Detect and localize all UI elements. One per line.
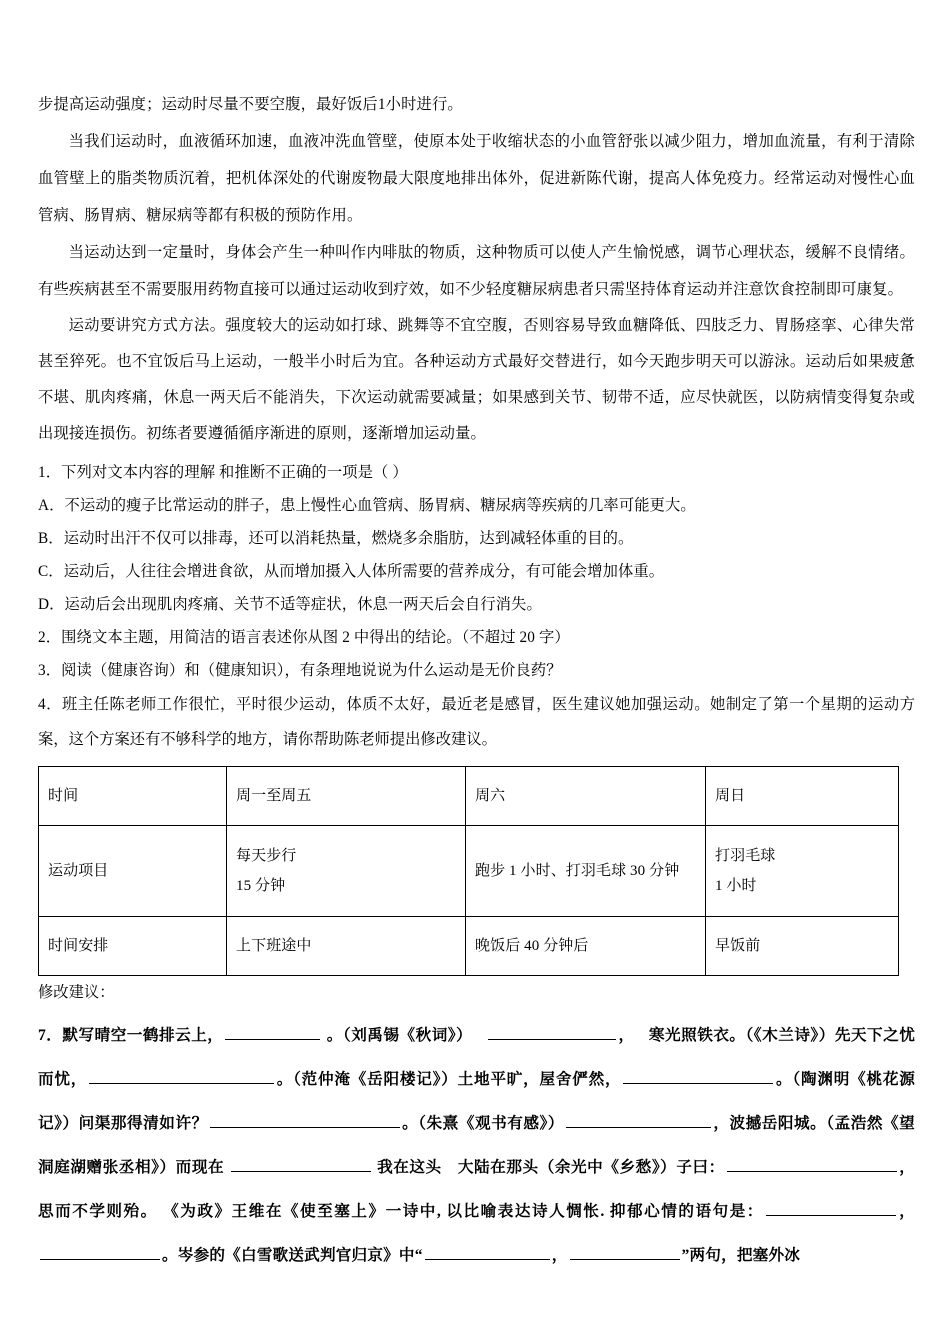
q7-text-11: 。（陶渊明《桃花源记》）问渠那得清如许？ — [38, 1071, 915, 1132]
q7-blank-10[interactable] — [623, 1068, 773, 1084]
q7-text-15: ，波撼岳阳城。（孟浩然《望洞庭湖赠张丞相》）而现在 — [38, 1115, 915, 1176]
question-2: 2．围绕文本主题，用简洁的语言表述你从图 2 中得出的结论。（不超过 20 字） — [38, 629, 570, 646]
cell-activity-saturday: 跑步 1 小时、打羽毛球 30 分钟 — [466, 826, 706, 917]
q7-text-23: 。岑参的《白雪歌送武判官归京》中“ — [162, 1247, 423, 1264]
question-1-choice-a[interactable]: A．不运动的瘦子比常运动的胖子，患上慢性心血管病、肠胃病、糖尿病等疾病的几率可能更大。 — [38, 497, 696, 514]
q7-blank-16[interactable] — [231, 1156, 371, 1172]
q7-blank-22[interactable] — [40, 1244, 160, 1260]
question-3: 3．阅读（健康咨询）和（健康知识），有条理地说说为什么运动是无价良药？ — [38, 662, 562, 679]
q7-blank-24[interactable] — [425, 1244, 550, 1260]
q7-text-19: ，思而不学则殆。 《为政》王维在《使至塞上》一诗中, 以比喻表达诗人惆怅. 抑郁心情的语句是： — [38, 1159, 916, 1220]
paragraph-1: 当我们运动时，血液循环加速，血液冲洗血管壁，使原本处于收缩状态的小血管舒张以减少阻力，增加血流量，有利于清除血管壁上的脂类物质沉着，把机体深处的代谢废物最大限度地排出体外，促进新陈代谢，提高人体免疫力。经常运动对慢性心血管病、肠胃病、糖尿病等都有积极的预防作用。 — [38, 133, 915, 224]
table-header-sunday: 周日 — [706, 767, 899, 826]
q7-blank-20[interactable] — [766, 1200, 896, 1216]
q7-blank-18[interactable] — [727, 1156, 897, 1172]
question-1-choice-c[interactable]: C．运动后，人往往会增进食欲，从而增加摄入人体所需要的营养成分，有可能会增加体重。 — [38, 563, 665, 580]
question-4: 4．班主任陈老师工作很忙，平时很少运动，体质不太好，最近老是感冒，医生建议她加强运动。她制定了第一个星期的运动方案，这个方案还有不够科学的地方，请你帮助陈老师提出修改建议。 — [38, 696, 915, 748]
table-row-schedule — [39, 917, 899, 976]
question-1-stem: 1．下列对文本内容的理解 和推断不正确的一项是（ ） — [38, 464, 408, 481]
cell-activity-weekday-line1: 每天步行 — [236, 848, 297, 864]
q7-text-9: 。（范仲淹《岳阳楼记》）土地平旷，屋舍俨然， — [276, 1071, 622, 1088]
cell-activity-weekday — [227, 826, 466, 917]
article-body — [38, 86, 915, 452]
question-7-fill-in-blanks[interactable] — [38, 1014, 915, 1278]
q7-text-13: 。（朱熹《观书有感》） — [401, 1115, 564, 1132]
table-row-label-schedule: 时间安排 — [39, 917, 227, 976]
cell-schedule-saturday: 晚饭后 40 分钟后 — [466, 917, 706, 976]
table-header-row — [39, 767, 899, 826]
q7-text-25: ， — [551, 1247, 568, 1264]
q7-text-21: ， — [897, 1203, 915, 1220]
cell-activity-weekday-line2: 15 分钟 — [236, 878, 286, 894]
q7-text-17: 我在这头 大陆在那头（余光中《乡愁》）子曰： — [372, 1159, 725, 1176]
question-1-choice-d[interactable]: D．运动后会出现肌肉疼痛、关节不适等症状，休息一两天后会自行消失。 — [38, 596, 542, 613]
cell-schedule-sunday: 早饭前 — [706, 917, 899, 976]
cell-activity-sunday — [706, 826, 899, 917]
q7-text-7: 寒光照铁衣。（《木兰诗》）先天下之忧而忧， — [38, 1027, 916, 1088]
revision-suggestion-label: 修改建议： — [38, 984, 115, 1001]
question-1 — [38, 456, 915, 621]
paragraph-2: 当运动达到一定量时，身体会产生一种叫作内啡肽的物质，这种物质可以使人产生愉悦感，调节心理状态，缓解不良情绪。有些疾病甚至不需要服用药物直接可以通过运动收到疗效，如不少轻度糖尿病患者只需坚持体育运动并注意饮食控制即可康复。 — [38, 244, 915, 298]
cell-schedule-weekday: 上下班途中 — [227, 917, 466, 976]
q7-blank-8[interactable] — [89, 1068, 274, 1084]
q7-text-2: 。（刘禹锡《秋词》） — [322, 1027, 473, 1044]
q7-blank-12[interactable] — [210, 1112, 400, 1128]
table-row-activity — [39, 826, 899, 917]
question-1-choice-b[interactable]: B．运动时出汗不仅可以排毒，还可以消耗热量，燃烧多余脂肪，达到减轻体重的目的。 — [38, 530, 634, 547]
table-header-saturday: 周六 — [466, 767, 706, 826]
q7-blank-14[interactable] — [566, 1112, 711, 1128]
q7-blank-26[interactable] — [570, 1244, 680, 1260]
q7-text-27: ”两句，把塞外冰 — [681, 1247, 801, 1264]
table-header-time: 时间 — [39, 767, 227, 826]
q7-text-0: 7．默写晴空一鹤排云上， — [38, 1027, 224, 1044]
q7-blank-1[interactable] — [225, 1024, 320, 1040]
q7-text-5: ， — [618, 1027, 635, 1044]
table-row-label-activity: 运动项目 — [39, 826, 227, 917]
cell-activity-sunday-line2: 1 小时 — [715, 878, 757, 894]
q7-blank-4[interactable] — [488, 1024, 616, 1040]
cell-activity-sunday-line1: 打羽毛球 — [715, 848, 776, 864]
paragraph-3: 运动要讲究方式方法。强度较大的运动如打球、跳舞等不宜空腹，否则容易导致血糖降低、四肢乏力、胃肠痉挛、心律失常甚至猝死。也不宜饭后马上运动，一般半小时后为宜。各种运动方式最好交替进行，如今天跑步明天可以游泳。运动后如果疲惫不堪、肌肉疼痛，休息一两天后不能消失，下次运动就需要减量；如果感到关节、韧带不适，应尽快就医，以防病情变得复杂或出现接连损伤。初练者要遵循循序渐进的原则，逐渐增加运动量。 — [38, 317, 915, 442]
exercise-plan-table — [38, 766, 899, 976]
table-header-weekday: 周一至周五 — [227, 767, 466, 826]
paragraph-0: 步提高运动强度；运动时尽量不要空腹，最好饭后1小时进行。 — [38, 96, 463, 113]
